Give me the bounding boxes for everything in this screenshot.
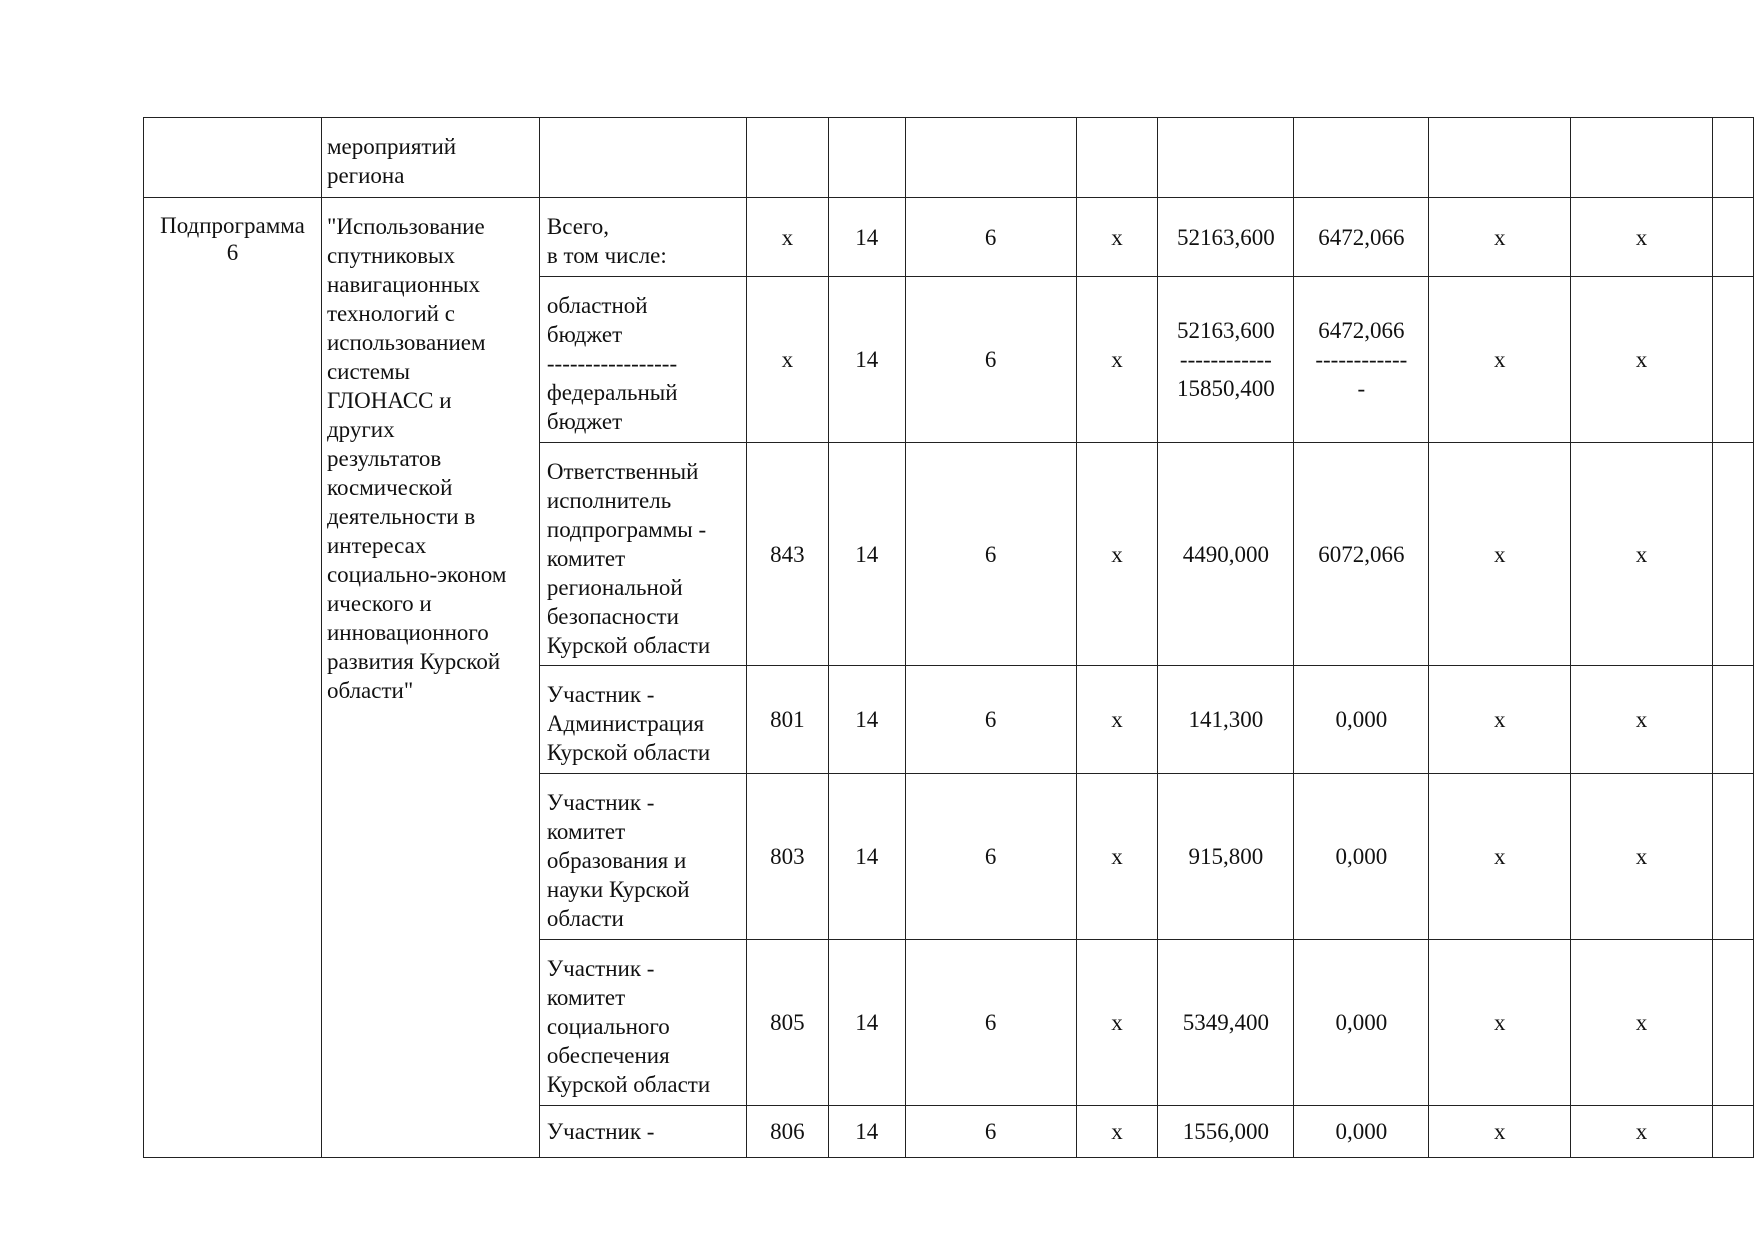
separator-line: ------------ [1179,347,1272,372]
value-cell [1429,118,1571,198]
executor-line: Курской области [546,740,711,765]
rz-cell: 14 [828,666,905,774]
value-cell: x [1429,1106,1571,1158]
table-row [144,198,1754,277]
rz-cell [828,118,905,198]
executor-line: федеральный [546,380,678,405]
value-cell [1712,1106,1753,1158]
value-line: 6472,066 [1318,318,1405,343]
executor-line: Курской области [546,1072,711,1097]
pr-cell: 6 [905,198,1076,277]
csr-cell: x [1076,1106,1158,1158]
separator-line: ------------ [1315,347,1408,372]
value-cell [1294,277,1429,443]
executor-line: областной [546,293,648,318]
value-cell [1712,277,1753,443]
executor-cell [539,277,746,443]
value-cell: x [1429,940,1571,1106]
pr-cell: 6 [905,666,1076,774]
program-name-cell [321,118,539,198]
rz-cell: 14 [828,940,905,1106]
executor-line: науки Курской [546,877,690,902]
subprogram-name-line: спутниковых [326,243,455,268]
csr-cell: x [1076,443,1158,666]
rz-cell: 14 [828,277,905,443]
rz-cell: 14 [828,774,905,940]
value-cell [1158,277,1294,443]
status-cell [144,118,322,198]
value-cell [1571,118,1713,198]
value-cell [1158,118,1294,198]
executor-line: Участник - [546,1119,655,1144]
value-cell: x [1571,198,1713,277]
executor-line: комитет [546,546,626,571]
executor-line: обеспечения [546,1043,670,1068]
grbs-cell: 803 [746,774,828,940]
csr-cell: x [1076,277,1158,443]
table-row [144,118,1754,198]
value-cell: x [1571,940,1713,1106]
executor-line: Участник - [546,682,655,707]
executor-cell [539,198,746,277]
executor-line: Всего, [546,214,610,239]
value-cell: x [1429,277,1571,443]
pr-cell: 6 [905,277,1076,443]
grbs-cell: 801 [746,666,828,774]
executor-cell [539,774,746,940]
subprogram-name-cell [321,198,539,1158]
executor-line: безопасности [546,604,679,629]
executor-line: комитет [546,819,626,844]
rz-cell: 14 [828,443,905,666]
grbs-cell: x [746,277,828,443]
subprogram-name-line: других [326,417,395,442]
executor-line: региональной [546,575,683,600]
value-line: 15850,400 [1177,376,1275,401]
csr-cell: x [1076,774,1158,940]
grbs-cell [746,118,828,198]
value-cell: 6472,066 [1294,198,1429,277]
value-cell: x [1429,443,1571,666]
executor-line: исполнитель [546,488,672,513]
subprogram-label-cell [144,198,322,1158]
separator-line: ----------------- [546,351,678,376]
value-cell: 0,000 [1294,666,1429,774]
subprogram-name-line: результатов [326,446,442,471]
subprogram-name-line: интересах [326,533,427,558]
subprogram-name-line: космической [326,475,453,500]
value-cell: 0,000 [1294,940,1429,1106]
executor-cell [539,443,746,666]
program-name-line: мероприятий [326,134,457,159]
subprogram-name-line: развития Курской [326,649,501,674]
subprogram-name-line: "Использование [326,214,485,239]
budget-table [143,117,1754,1158]
value-cell: 915,800 [1158,774,1294,940]
executor-line: бюджет [546,322,623,347]
subprogram-name-line: социально-эконом [326,562,507,587]
value-cell: 0,000 [1294,774,1429,940]
executor-line: Ответственный [546,459,699,484]
value-cell [1712,198,1753,277]
grbs-cell: x [746,198,828,277]
executor-cell [539,666,746,774]
rz-cell: 14 [828,198,905,277]
subprogram-name-line: системы [326,359,410,384]
csr-cell: x [1076,940,1158,1106]
rz-cell: 14 [828,1106,905,1158]
value-cell: 5349,400 [1158,940,1294,1106]
value-cell: 52163,600 [1158,198,1294,277]
value-line: - [1357,376,1366,401]
grbs-cell: 806 [746,1106,828,1158]
pr-cell [905,118,1076,198]
executor-line: подпрограммы - [546,517,707,542]
executor-line: Администрация [546,711,705,736]
value-cell: x [1571,443,1713,666]
executor-cell [539,118,746,198]
subprogram-name-line: области" [326,678,414,703]
subprogram-name-line: навигационных [326,272,480,297]
subprogram-name-line: использованием [326,330,486,355]
csr-cell: x [1076,198,1158,277]
executor-line: социального [546,1014,670,1039]
value-cell: x [1571,1106,1713,1158]
grbs-cell: 805 [746,940,828,1106]
subprogram-name-line: технологий с [326,301,455,326]
executor-line: образования и [546,848,687,873]
executor-line: Курской области [546,633,711,658]
pr-cell: 6 [905,1106,1076,1158]
pr-cell: 6 [905,774,1076,940]
value-cell: x [1429,774,1571,940]
value-cell: x [1571,277,1713,443]
value-cell: x [1571,774,1713,940]
value-line: 52163,600 [1177,318,1275,343]
subprogram-name-line: ГЛОНАСС и [326,388,452,413]
value-cell [1712,774,1753,940]
value-cell: 0,000 [1294,1106,1429,1158]
program-name-line: региона [326,163,405,188]
subprogram-name-line: инновационного [326,620,489,645]
subprogram-number: 6 [226,240,239,265]
executor-line: комитет [546,985,626,1010]
value-cell: 4490,000 [1158,443,1294,666]
executor-line: области [546,906,624,931]
subprogram-name-line: деятельности в [326,504,476,529]
value-cell: x [1571,666,1713,774]
pr-cell: 6 [905,443,1076,666]
value-cell: x [1429,666,1571,774]
value-cell [1294,118,1429,198]
value-cell [1712,666,1753,774]
grbs-cell: 843 [746,443,828,666]
subprogram-name-line: ического и [326,591,432,616]
value-cell: 141,300 [1158,666,1294,774]
subprogram-label: Подпрограмма [160,213,305,238]
value-cell: x [1429,198,1571,277]
executor-line: бюджет [546,409,623,434]
value-cell [1712,118,1753,198]
csr-cell [1076,118,1158,198]
value-cell [1712,443,1753,666]
csr-cell: x [1076,666,1158,774]
executor-cell [539,940,746,1106]
value-cell: 6072,066 [1294,443,1429,666]
value-cell: 1556,000 [1158,1106,1294,1158]
executor-line: в том числе: [546,243,667,268]
pr-cell: 6 [905,940,1076,1106]
value-cell [1712,940,1753,1106]
executor-line: Участник - [546,790,655,815]
executor-line: Участник - [546,956,655,981]
executor-cell [539,1106,746,1158]
